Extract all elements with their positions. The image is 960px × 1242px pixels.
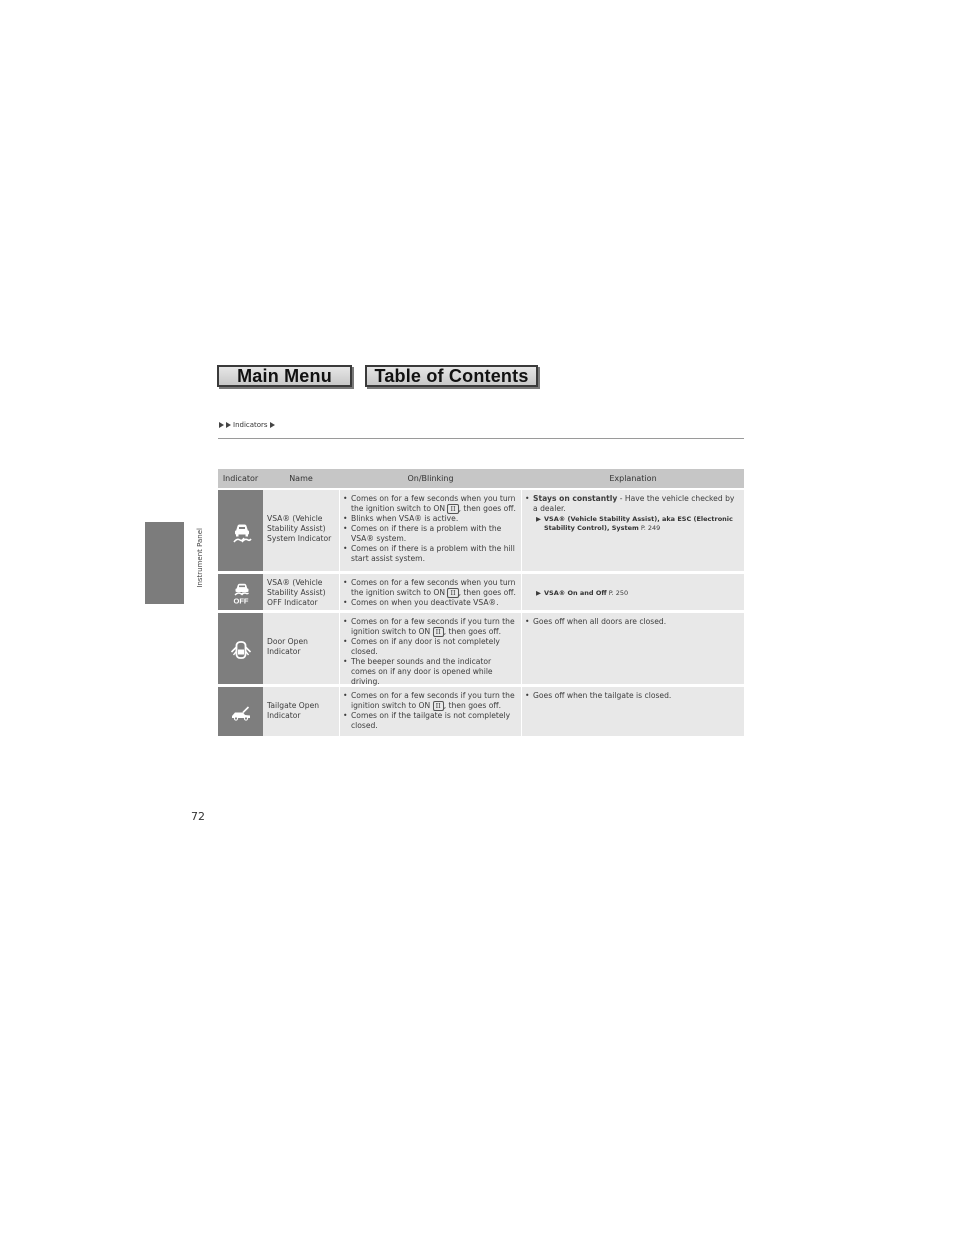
cross-reference-link[interactable]: ▶ VSA® On and Off P. 250 — [536, 589, 629, 597]
list-item: • Comes on if the tailgate is not completely closed. — [342, 711, 517, 731]
list-item: • Goes off when the tailgate is closed. — [524, 691, 740, 701]
explanation-cell — [522, 687, 744, 736]
door-open-icon — [228, 636, 254, 662]
cross-reference-link[interactable]: ▶ VSA® (Vehicle Stability Assist), aka ESC (Electronic Stability Control), System P. 249 — [536, 515, 733, 532]
header-explanation: Explanation — [609, 474, 657, 483]
list-item: • The beeper sounds and the indicator comes on if any door is opened while driving. — [342, 657, 517, 687]
name-line: Stability Assist) — [267, 588, 326, 597]
table-row — [218, 687, 744, 736]
reference-arrow-icon: ▶ — [536, 589, 541, 597]
header-on-blinking: On/Blinking — [407, 474, 454, 483]
list-item: • Stays on constantly - Have the vehicle checked by a dealer. — [524, 494, 740, 514]
list-item: • Comes on when you deactivate VSA®. — [342, 598, 517, 608]
reference-arrow-icon: ▶ — [536, 515, 541, 523]
triangle-right-icon — [270, 422, 275, 428]
name-cell — [263, 574, 339, 610]
header-divider — [218, 438, 744, 439]
name-line: Tailgate Open — [267, 701, 320, 710]
indicator-cell — [218, 687, 263, 736]
name-line: VSA® (Vehicle — [267, 578, 323, 587]
indicator-cell — [218, 490, 263, 571]
on-blinking-cell — [339, 613, 522, 684]
table-row — [218, 574, 744, 610]
ignition-key-badge: II — [433, 701, 444, 711]
ignition-key-badge: II — [433, 627, 444, 637]
list-item: • Comes on for a few seconds when you turn the ignition switch to ON II , then goes off. — [342, 578, 517, 598]
explanation-cell — [522, 574, 744, 610]
list-item: • Goes off when all doors are closed. — [524, 617, 740, 627]
vsa-skid-icon — [228, 518, 254, 544]
triangle-right-icon — [219, 422, 224, 428]
explanation-cell — [522, 613, 744, 684]
indicator-table — [218, 469, 744, 739]
table-row — [218, 613, 744, 684]
header-indicator: Indicator — [222, 474, 259, 483]
name-cell — [263, 687, 339, 736]
svg-text:OFF: OFF — [233, 596, 248, 605]
list-item: • Blinks when VSA® is active. — [342, 514, 517, 524]
name-line: VSA® (Vehicle — [267, 514, 323, 523]
list-item: • Comes on for a few seconds if you turn the ignition switch to ON II , then goes off. — [342, 617, 517, 637]
name-cell — [263, 613, 339, 684]
main-menu-button[interactable]: Main Menu — [217, 365, 352, 387]
explanation-cell — [522, 490, 744, 571]
list-item: • Comes on for a few seconds if you turn the ignition switch to ON II , then goes off. — [342, 691, 517, 711]
name-cell — [263, 490, 339, 571]
breadcrumb-label[interactable]: Indicators — [233, 421, 268, 429]
ignition-key-badge: II — [447, 588, 458, 598]
name-line: System Indicator — [267, 534, 332, 543]
name-line: Stability Assist) — [267, 524, 326, 533]
on-blinking-cell — [339, 574, 522, 610]
list-item: • Comes on if there is a problem with the VSA® system. — [342, 524, 517, 544]
list-item: • Comes on if there is a problem with the hill start assist system. — [342, 544, 517, 564]
table-of-contents-button[interactable]: Table of Contents — [365, 365, 538, 387]
section-label: Instrument Panel — [196, 528, 204, 588]
ignition-key-badge: II — [447, 504, 458, 514]
list-item: • Comes on for a few seconds when you turn the ignition switch to ON II , then goes off. — [342, 494, 517, 514]
tailgate-open-icon — [228, 699, 254, 725]
table-row — [218, 490, 744, 571]
name-line: Door Open — [267, 637, 308, 646]
name-line: Indicator — [267, 647, 301, 656]
on-blinking-cell — [339, 490, 522, 571]
vsa-off-icon — [228, 579, 254, 605]
breadcrumb — [219, 421, 275, 429]
on-blinking-cell — [339, 687, 522, 736]
page-number: 72 — [191, 810, 205, 823]
list-item: • Comes on if any door is not completely closed. — [342, 637, 517, 657]
indicator-cell — [218, 574, 263, 610]
triangle-right-icon — [226, 422, 231, 428]
header-name: Name — [289, 474, 313, 483]
name-line: Indicator — [267, 711, 301, 720]
name-line: OFF Indicator — [267, 598, 318, 607]
section-tab — [145, 522, 184, 604]
indicator-cell — [218, 613, 263, 684]
table-header — [218, 469, 744, 488]
